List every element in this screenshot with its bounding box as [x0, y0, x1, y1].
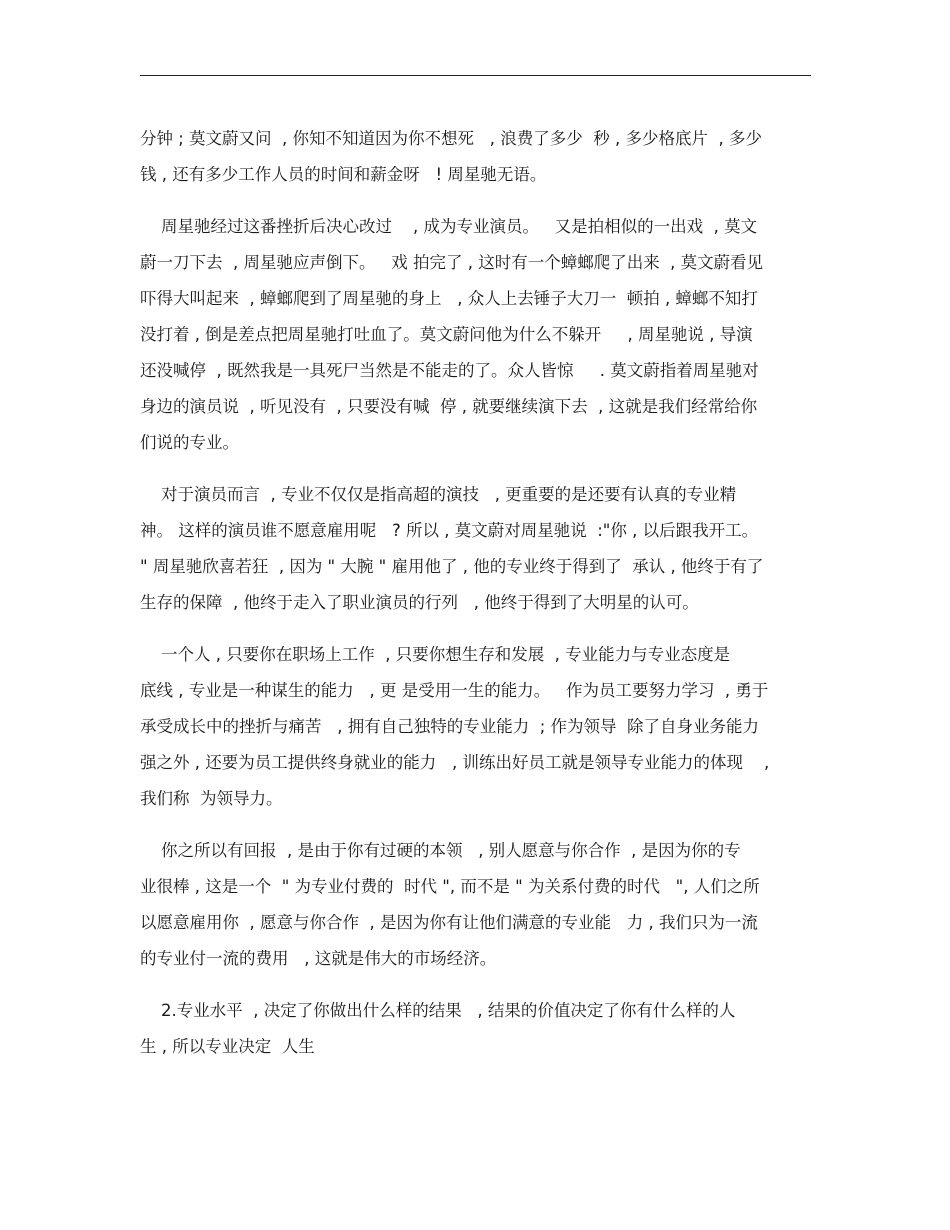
text-line: 们说的专业。 [140, 433, 239, 452]
text-line: 身边的演员说 , 听见没有 , 只要没有喊 停 , 就要继续演下去 , 这就是我们经常给你 [140, 397, 758, 416]
text-line: 没打着 , 倒是差点把周星驰打吐血了。莫文蔚问他为什么不躲开 , 周星驰说 , 导演 [140, 325, 753, 344]
header-rule [140, 75, 811, 76]
text-line: 生 , 所以专业决定 人生 [140, 1037, 315, 1056]
text-line: 一个人 , 只要你在职场上工作 , 只要你想生存和发展 , 专业能力与专业态度是 [140, 645, 731, 664]
text-line: 神。 这样的演员谁不愿意雇用呢 ? 所以 , 莫文蔚对周星驰说 :"你 , 以后跟我开工。 [140, 521, 759, 540]
paragraph [140, 833, 811, 977]
paragraph [140, 477, 811, 621]
text-line: 你之所以有回报 , 是由于你有过硬的本领 , 别人愿意与你合作 , 是因为你的专 [140, 841, 741, 860]
text-line: 以愿意雇用你 , 愿意与你合作 , 是因为你有让他们满意的专业能 力 , 我们只为一流 [140, 913, 758, 932]
text-line: 蔚一刀下去 , 周星驰应声倒下。 戏 拍完了 , 这时有一个蟑螂爬了出来 , 莫文蔚看见 [140, 253, 764, 272]
text-line: 的专业付一流的费用 , 这就是伟大的市场经济。 [140, 949, 497, 968]
text-line: 底线 , 专业是一种谋生的能力 , 更 是受用一生的能力。 作为员工要努力学习 , 勇于 [140, 681, 769, 700]
text-line: 周星驰经过这番挫折后决心改过 , 成为专业演员。 又是拍相似的一出戏 , 莫文 [140, 217, 758, 236]
text-line: " 周星驰欣喜若狂 , 因为 " 大腕 " 雇用他了 , 他的专业终于得到了 承认 , 他终于有了 [140, 557, 764, 576]
document-body [140, 121, 811, 1081]
paragraph [140, 637, 811, 817]
text-line: 钱 , 还有多少工作人员的时间和薪金呀 ! 周星驰无语。 [140, 165, 547, 184]
text-line: 我们称 为领导力。 [140, 789, 283, 808]
text-line: 对于演员而言 , 专业不仅仅是指高超的演技 , 更重要的是还要有认真的专业精 [140, 485, 737, 504]
text-line: 生存的保障 , 他终于走入了职业演员的行列 , 他终于得到了大明星的认可。 [140, 593, 699, 612]
text-line: 承受成长中的挫折与痛苦 , 拥有自己独特的专业能力 ; 作为领导 除了自身业务能力 [140, 717, 760, 736]
text-line: 2.专业水平 , 决定了你做出什么样的结果 , 结果的价值决定了你有什么样的人 [140, 1001, 736, 1020]
text-line: 业很棒 , 这是一个 " 为专业付费的 时代 ", 而不是 " 为关系付费的时代 ", 人们之所 [140, 877, 760, 896]
text-line: 分钟 ; 莫文蔚又问 , 你知不知道因为你不想死 , 浪费了多少 秒 , 多少格底片 , 多少 [140, 129, 762, 148]
paragraph [140, 209, 811, 461]
paragraph [140, 993, 811, 1065]
text-line: 吓得大叫起来 , 蟑螂爬到了周星驰的身上 , 众人上去锤子大刀一 顿拍 , 蟑螂不知打 [140, 289, 758, 308]
text-line: 还没喊停 , 既然我是一具死尸当然是不能走的了。众人皆惊 . 莫文蔚指着周星驰对 [140, 361, 759, 380]
paragraph [140, 121, 811, 193]
text-line: 强之外 , 还要为员工提供终身就业的能力 , 训练出好员工就是领导专业能力的体现 , [140, 753, 770, 772]
